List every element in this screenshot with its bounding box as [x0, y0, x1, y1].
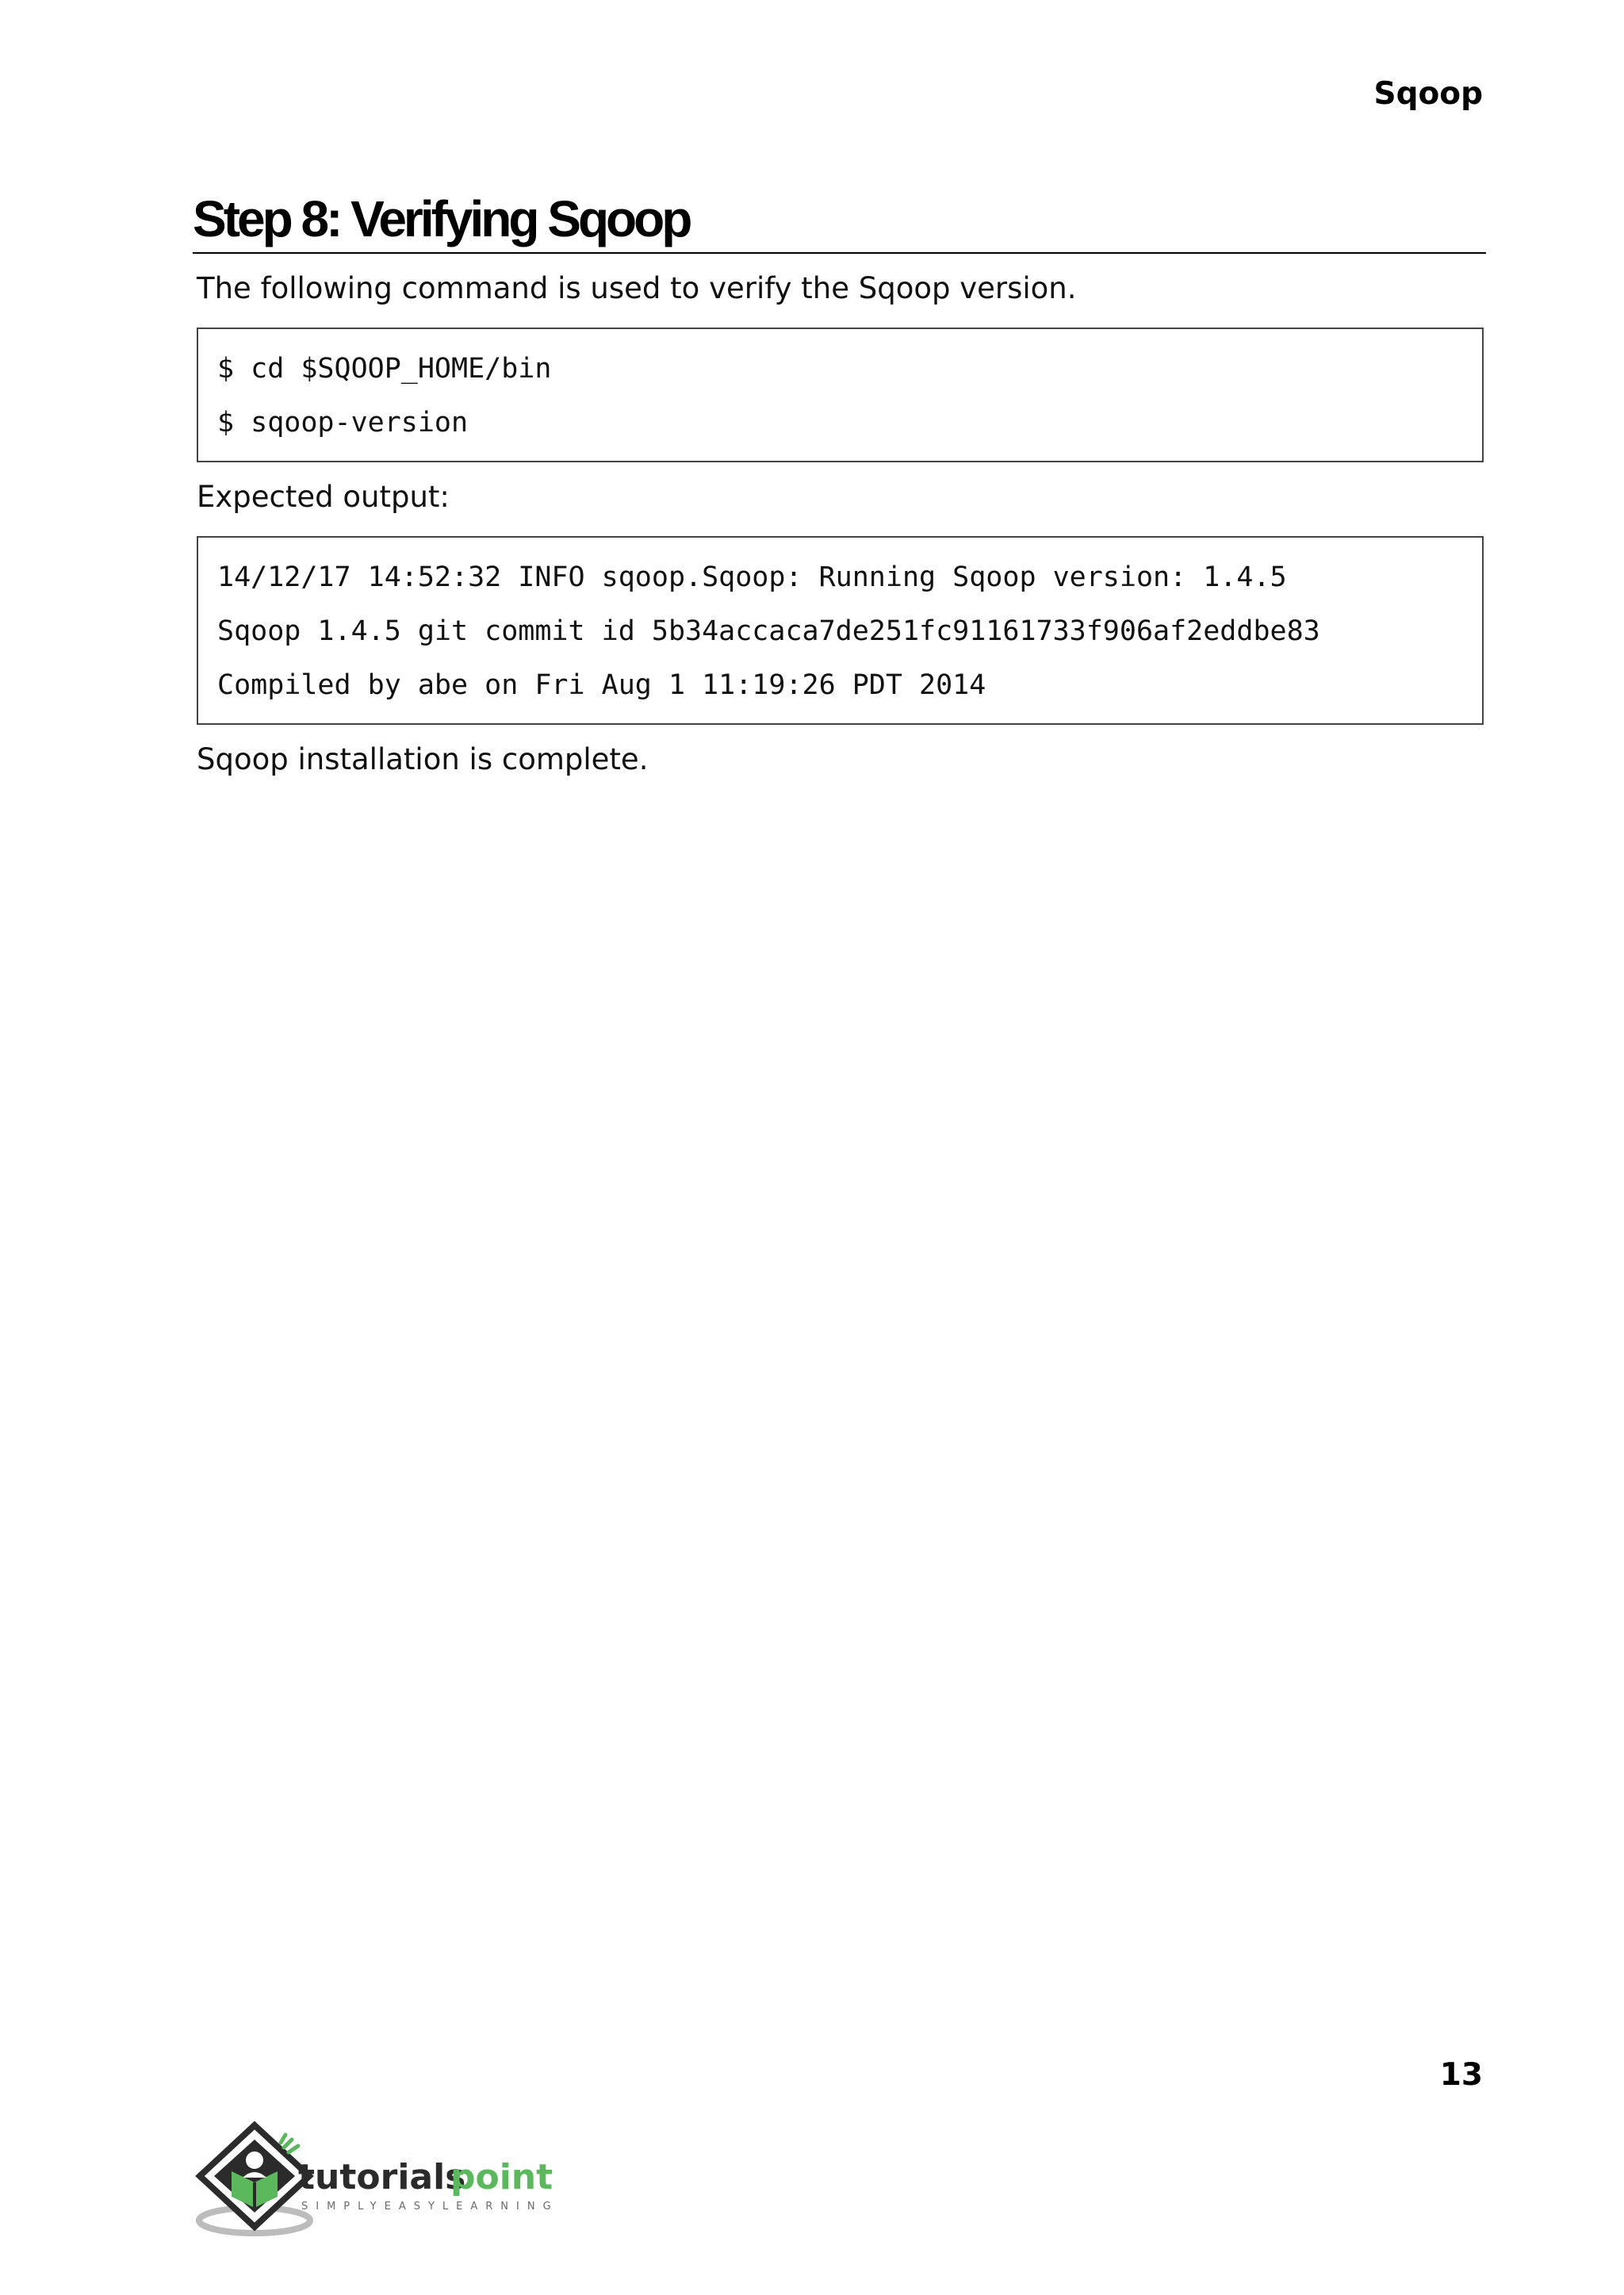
code-line: Sqoop 1.4.5 git commit id 5b34accaca7de251fc91161733f906af2eddbe83: [217, 615, 1320, 647]
section-title: Step 8: Verifying Sqoop: [193, 190, 1486, 254]
logo-tagline: SIMPLYEASYLEARNING: [301, 2201, 559, 2213]
page-number: 13: [1439, 2057, 1483, 2093]
logo-brand-dark: tutorials: [298, 2157, 466, 2197]
code-line: 14/12/17 14:52:32 INFO sqoop.Sqoop: Running Sqoop version: 1.4.5: [217, 561, 1287, 593]
tutorialspoint-logo: [195, 2121, 576, 2239]
code-line: Compiled by abe on Fri Aug 1 11:19:26 PDT 2014: [217, 669, 986, 701]
code-line: $ sqoop-version: [217, 406, 469, 439]
code-line: $ cd $SQOOP_HOME/bin: [217, 352, 552, 385]
running-header: Sqoop: [1373, 76, 1483, 112]
expected-output-label: Expected output:: [197, 479, 450, 514]
conclusion-paragraph: Sqoop installation is complete.: [197, 741, 649, 776]
intro-paragraph: The following command is used to verify the Sqoop version.: [197, 270, 1077, 305]
command-code-block: [197, 328, 1484, 462]
output-code-block: [197, 536, 1484, 725]
logo-brand-green: point: [450, 2157, 553, 2197]
page-content: [193, 190, 1484, 779]
